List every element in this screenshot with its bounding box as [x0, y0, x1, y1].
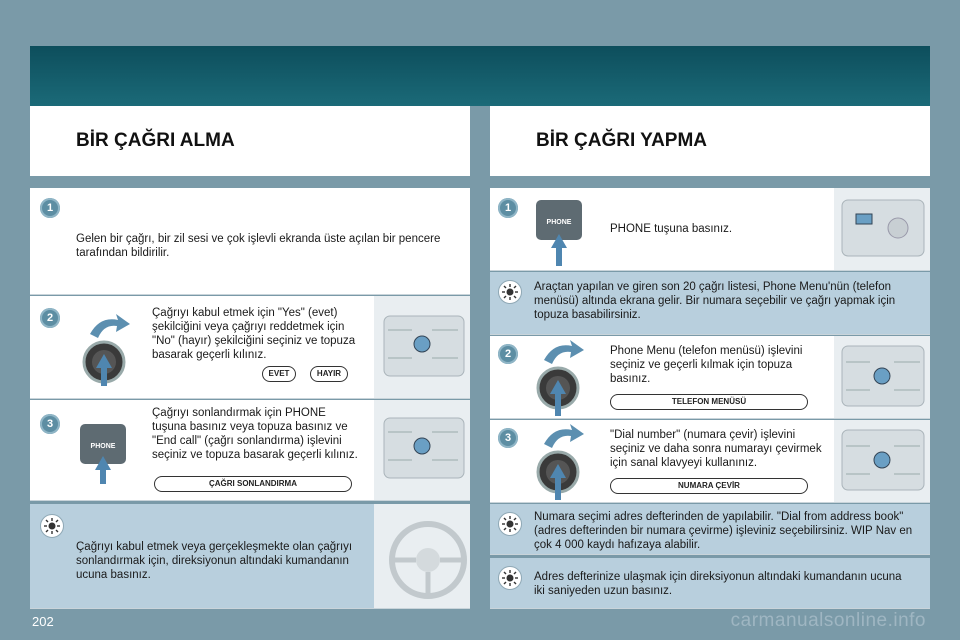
left-section-title: BİR ÇAĞRI ALMA	[76, 130, 235, 151]
page-number: 202	[32, 614, 54, 629]
phone-button-icon	[532, 196, 592, 268]
right-tip2-text: Numara seçimi adres defterinden de yapılabilir. "Dial from address book" (adres defterinden bir numara çevirme) işleviniz seçebilirsiniz. WIP Nav en çok 4 000 kaydı hafızaya alabilir.	[534, 511, 913, 551]
right-step1-text: PHONE tuşuna basınız.	[610, 223, 733, 235]
right-step2-text: Phone Menu (telefon menüsü) işlevini seçiniz ve geçerli kılmak için topuza basınız.	[610, 345, 803, 385]
watermark: carmanualsonline.info	[730, 610, 926, 631]
header-banner	[30, 46, 930, 106]
left-tip-panel	[30, 504, 470, 609]
yes-pill: EVET	[262, 366, 296, 382]
end-call-pill: ÇAĞRI SONLANDIRMA	[154, 476, 352, 492]
left-step3-text: Çağrıyı sonlandırmak için PHONE tuşuna basınız veya topuza basınız ve "End call" (çağrı sonlandırma) işlevini seçiniz ve topuza basarak geçerli kılınız.	[152, 407, 358, 461]
step-badge: 3	[40, 414, 60, 434]
right-tip3-panel	[490, 558, 930, 609]
right-section-title: BİR ÇAĞRI YAPMA	[536, 130, 708, 151]
left-step2-text: Çağrıyı kabul etmek için "Yes" (evet) şekilciğini veya çağrıyı reddetmek için "No" (hayır) şekilciğini seçiniz ve topuza basarak geçerli kılınız.	[152, 307, 356, 361]
right-tip1-text: Araçtan yapılan ve giren son 20 çağrı listesi, Phone Menu'nün (telefon menüsü) altında ekrana gelir. Bir numara seçebilir ve çağrı yapmak için topuza basabilirsiniz.	[534, 281, 896, 321]
console-thumbnail	[834, 336, 930, 418]
phone-button-label: PHONE	[90, 443, 116, 450]
lightbulb-icon	[498, 280, 522, 304]
no-pill: HAYIR	[310, 366, 348, 382]
console-thumbnail	[834, 420, 930, 502]
right-title-card	[490, 106, 930, 176]
left-step2-panel	[30, 296, 470, 399]
knob-press-icon	[76, 306, 136, 388]
left-step3-panel	[30, 400, 470, 501]
step-badge: 1	[498, 198, 518, 218]
lightbulb-icon	[40, 514, 64, 538]
steering-wheel-thumbnail	[374, 504, 470, 608]
step-badge: 1	[40, 198, 60, 218]
phone-menu-pill: TELEFON MENÜSÜ	[610, 394, 808, 410]
right-step3-text: "Dial number" (numara çevir) işlevini seçiniz ve daha sonra numarayı çevirmek için sanal klavyeyi kullanınız.	[610, 429, 822, 469]
left-step1-text: Gelen bir çağrı, bir zil sesi ve çok işlevli ekranda üste açılan bir pencere tarafından bildirilir.	[76, 233, 441, 259]
phone-button-icon	[78, 420, 134, 486]
right-tip1-panel	[490, 272, 930, 335]
dial-number-pill: NUMARA ÇEVİR	[610, 478, 808, 494]
knob-press-icon	[530, 336, 590, 418]
left-step1-panel	[30, 188, 470, 295]
right-tip3-text: Adres defterinize ulaşmak için direksiyonun altındaki kumandanın ucuna iki saniyeden uzun basınız.	[534, 571, 902, 597]
console-thumbnail	[834, 188, 930, 270]
right-tip2-panel	[490, 504, 930, 555]
step-badge: 3	[498, 428, 518, 448]
right-step1-panel	[490, 188, 930, 271]
step-badge: 2	[498, 344, 518, 364]
knob-press-icon	[530, 420, 590, 502]
lightbulb-icon	[498, 566, 522, 590]
console-thumbnail	[374, 400, 470, 500]
step-badge: 2	[40, 308, 60, 328]
phone-button-label: PHONE	[546, 219, 572, 226]
left-tip-text: Çağrıyı kabul etmek veya gerçekleşmekte olan çağrıyı sonlandırmak için, direksiyonun altındaki kumandanın ucuna basınız.	[76, 541, 353, 581]
right-step3-panel	[490, 420, 930, 503]
left-title-card	[30, 106, 470, 176]
lightbulb-icon	[498, 512, 522, 536]
right-step2-panel	[490, 336, 930, 419]
console-thumbnail	[374, 296, 470, 398]
